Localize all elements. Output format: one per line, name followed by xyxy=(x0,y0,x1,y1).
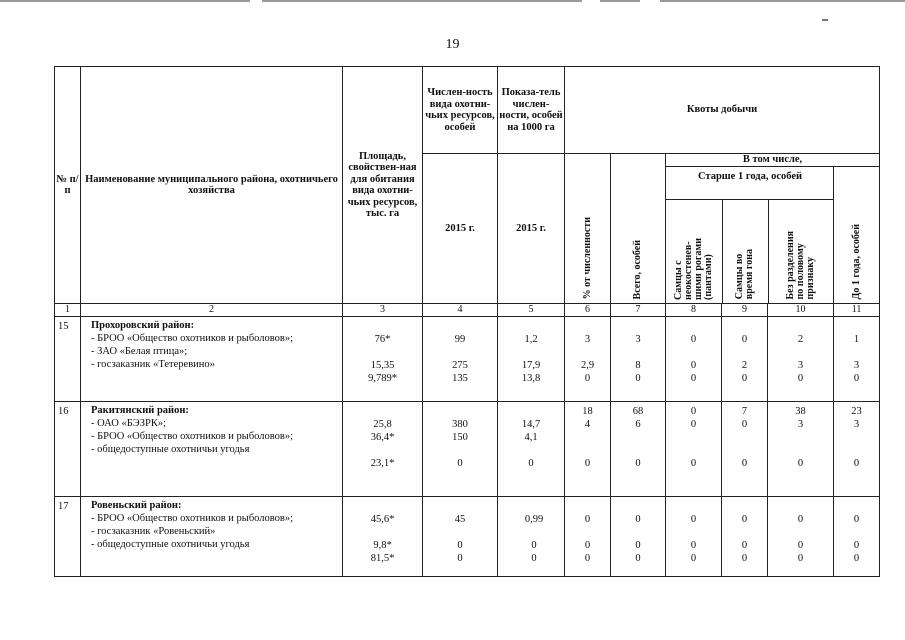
value-cell xyxy=(498,402,565,497)
scan-top-border xyxy=(0,0,905,3)
cell-value xyxy=(423,346,497,359)
cell-value: 0 xyxy=(635,373,641,384)
cell-value xyxy=(611,346,665,359)
value-cell xyxy=(768,402,834,497)
cell-value xyxy=(504,500,564,513)
value-cell xyxy=(423,497,498,577)
cell-value xyxy=(722,500,767,513)
cell-value xyxy=(768,346,833,359)
scan-mark xyxy=(822,19,828,21)
cell-value: 0 xyxy=(690,334,697,345)
row-number: 16 xyxy=(55,402,81,497)
district-cell xyxy=(81,317,343,402)
cell-value: 36,4* xyxy=(370,432,395,443)
value-cell xyxy=(565,317,611,402)
cell-value: 0 xyxy=(853,540,860,551)
value-cell xyxy=(722,402,768,497)
entity-name: - госзаказник «Тетеревино» xyxy=(91,359,215,370)
cell-value: 8 xyxy=(635,360,641,371)
column-number: 2 xyxy=(81,304,343,317)
cell-value xyxy=(498,346,564,359)
column-number: 4 xyxy=(423,304,498,317)
cell-value xyxy=(498,444,564,457)
cell-value xyxy=(423,405,497,418)
cell-value: 0 xyxy=(690,419,697,430)
cell-value xyxy=(611,444,665,457)
value-cell xyxy=(666,402,722,497)
value-cell xyxy=(565,402,611,497)
table-row xyxy=(55,402,880,497)
cell-value xyxy=(423,444,497,457)
value-cell xyxy=(722,317,768,402)
cell-value: 2 xyxy=(797,334,804,345)
value-cell xyxy=(768,497,834,577)
cell-value: 3 xyxy=(853,360,860,371)
cell-value xyxy=(498,320,564,333)
value-cell xyxy=(498,317,565,402)
table-row xyxy=(55,317,880,402)
value-cell xyxy=(834,402,880,497)
cell-value: 0 xyxy=(690,514,697,525)
cell-value: 0 xyxy=(584,540,591,551)
cell-value xyxy=(611,526,665,539)
cell-value xyxy=(834,500,879,513)
cell-value xyxy=(343,444,422,457)
cell-value: 3 xyxy=(797,419,804,430)
cell-value: 45,6* xyxy=(370,514,395,525)
header-name: Наименование муниципального района, охотничьего хозяйства xyxy=(81,67,343,304)
cell-value: 4,1 xyxy=(524,432,538,443)
cell-value: 99 xyxy=(454,334,466,345)
cell-value: 0 xyxy=(690,553,697,564)
district-name: Прохоровский район: xyxy=(91,320,195,331)
value-cell xyxy=(768,317,834,402)
cell-value: 38 xyxy=(795,406,806,417)
cell-value: 135 xyxy=(452,373,468,384)
cell-value: 0 xyxy=(797,540,804,551)
cell-value xyxy=(423,526,497,539)
row-number: 17 xyxy=(55,497,81,577)
header-percent: % от численности xyxy=(565,154,611,304)
cell-value xyxy=(834,526,879,539)
cell-value: 14,7 xyxy=(521,419,541,430)
cell-value: 0 xyxy=(531,553,537,564)
cell-value xyxy=(666,346,721,359)
value-cell xyxy=(834,497,880,577)
cell-value: 0 xyxy=(635,553,641,564)
cell-value: 1 xyxy=(853,334,860,345)
cell-value: 0 xyxy=(741,553,748,564)
cell-value xyxy=(834,444,879,457)
cell-value xyxy=(565,444,610,457)
header-total: Всего, особей xyxy=(611,154,666,304)
cell-value: 1,2 xyxy=(524,334,538,345)
entity-name: - ЗАО «Белая птица»; xyxy=(91,346,188,357)
district-name: Ровеньский район: xyxy=(91,500,182,511)
header-older: Старше 1 года, особей xyxy=(666,167,834,199)
cell-value xyxy=(423,320,497,333)
cell-value: 0 xyxy=(797,373,804,384)
cell-value xyxy=(423,500,497,513)
cell-value: 0 xyxy=(741,458,748,469)
cell-value: 3 xyxy=(635,334,641,345)
cell-value: 0 xyxy=(690,540,697,551)
cell-value: 2,9 xyxy=(580,360,595,371)
column-number: 3 xyxy=(343,304,423,317)
cell-value: 4 xyxy=(584,419,591,430)
cell-value: 0 xyxy=(584,458,591,469)
cell-value: 0 xyxy=(690,373,697,384)
column-number: 10 xyxy=(768,304,834,317)
cell-value: 0 xyxy=(584,514,591,525)
cell-value: 0 xyxy=(690,406,697,417)
district-cell xyxy=(81,402,343,497)
cell-value: 0 xyxy=(584,553,591,564)
header-quotas: Квоты добычи xyxy=(565,67,880,154)
cell-value: 9,789* xyxy=(368,373,397,384)
header-year-population: 2015 г. xyxy=(423,154,498,304)
cell-value xyxy=(722,431,767,444)
cell-value xyxy=(565,500,610,513)
cell-value: 0 xyxy=(741,514,748,525)
entity-name: - ОАО «БЭЗРК»; xyxy=(91,418,167,429)
cell-value xyxy=(768,444,833,457)
cell-value: 0 xyxy=(528,458,534,469)
entity-name: - БРОО «Общество охотников и рыболовов»; xyxy=(91,513,294,524)
cell-value: 0 xyxy=(690,360,697,371)
cell-value xyxy=(666,500,721,513)
column-number: 5 xyxy=(498,304,565,317)
value-cell xyxy=(611,402,666,497)
cell-value xyxy=(343,500,422,513)
cell-value: 23 xyxy=(851,406,862,417)
cell-value: 0 xyxy=(741,419,748,430)
column-number-row xyxy=(55,304,880,317)
cell-value: 0 xyxy=(853,553,860,564)
header-including: В том числе, xyxy=(666,154,880,167)
table-row xyxy=(55,497,880,577)
cell-value: 0 xyxy=(797,458,804,469)
cell-value xyxy=(768,526,833,539)
value-cell xyxy=(343,497,423,577)
cell-value: 0 xyxy=(741,540,748,551)
cell-value: 0 xyxy=(457,540,463,551)
header-np: № п/п xyxy=(55,67,81,304)
cell-value: 380 xyxy=(452,419,468,430)
value-cell xyxy=(343,402,423,497)
header-males-antlers: Самцы с неокостенев- шими рогами (пантами) xyxy=(666,199,722,303)
cell-value: 0 xyxy=(741,334,748,345)
entity-name: - общедоступные охотничьи угодья xyxy=(91,539,250,550)
cell-value xyxy=(768,500,833,513)
cell-value: 0 xyxy=(457,553,463,564)
cell-value: 13,8 xyxy=(521,373,541,384)
cell-value: 7 xyxy=(741,406,748,417)
column-number: 7 xyxy=(611,304,666,317)
cell-value: 275 xyxy=(452,360,468,371)
cell-value xyxy=(498,405,564,418)
cell-value: 23,1* xyxy=(370,458,395,469)
cell-value: 68 xyxy=(632,406,644,417)
cell-value: 0 xyxy=(457,458,463,469)
cell-value: 150 xyxy=(452,432,468,443)
cell-value xyxy=(768,431,833,444)
cell-value xyxy=(834,346,879,359)
header-males-rut: Самцы во время гона xyxy=(722,199,768,303)
cell-value xyxy=(722,320,767,333)
cell-value xyxy=(343,320,422,333)
header-area: Площадь, свойствен-ная для обитания вида охотни-чьих ресурсов, тыс. га xyxy=(343,67,423,304)
page-number: 19 xyxy=(445,37,460,52)
district-name: Ракитянский район: xyxy=(91,405,189,416)
cell-value xyxy=(565,320,610,333)
cell-value xyxy=(722,346,767,359)
entity-name: - госзаказник «Ровеньский» xyxy=(91,526,216,537)
cell-value xyxy=(611,500,665,513)
cell-value xyxy=(768,320,833,333)
value-cell xyxy=(722,497,768,577)
cell-value: 0 xyxy=(853,373,860,384)
entity-name: - БРОО «Общество охотников и рыболовов»; xyxy=(91,431,294,442)
cell-value: 0 xyxy=(797,514,804,525)
value-cell xyxy=(834,317,880,402)
value-cell xyxy=(666,497,722,577)
cell-value xyxy=(611,320,665,333)
cell-value: 45 xyxy=(454,514,466,525)
cell-value: 0 xyxy=(531,540,537,551)
value-cell xyxy=(498,497,565,577)
cell-value: 0 xyxy=(635,514,641,525)
cell-value: 9,8* xyxy=(373,540,392,551)
cell-value: 81,5* xyxy=(370,553,395,564)
entity-name: - общедоступные охотничьи угодья xyxy=(91,444,250,455)
column-number: 9 xyxy=(722,304,768,317)
cell-value: 0 xyxy=(797,553,804,564)
cell-value xyxy=(666,320,721,333)
cell-value: 15,35 xyxy=(370,360,395,371)
cell-value xyxy=(611,431,665,444)
column-number: 11 xyxy=(834,304,880,317)
value-cell xyxy=(423,317,498,402)
cell-value: 6 xyxy=(635,419,641,430)
cell-value xyxy=(666,444,721,457)
cell-value xyxy=(666,431,721,444)
cell-value xyxy=(834,431,879,444)
column-number: 1 xyxy=(55,304,81,317)
cell-value: 0,99 xyxy=(524,514,544,525)
cell-value xyxy=(565,431,610,444)
cell-value xyxy=(565,526,610,539)
cell-value xyxy=(722,526,767,539)
column-number: 8 xyxy=(666,304,722,317)
cell-value: 17,9 xyxy=(521,360,541,371)
cell-value xyxy=(565,346,610,359)
column-number: 6 xyxy=(565,304,611,317)
entity-name: - БРОО «Общество охотников и рыболовов»; xyxy=(91,333,294,344)
cell-value: 18 xyxy=(582,406,593,417)
cell-value xyxy=(504,526,564,539)
header-no-sex: Без разделения по половому признаку xyxy=(785,231,817,300)
cell-value xyxy=(343,405,422,418)
cell-value: 0 xyxy=(853,458,860,469)
cell-value xyxy=(722,444,767,457)
cell-value: 76* xyxy=(374,334,391,345)
cell-value: 3 xyxy=(584,334,591,345)
hunting-quota-table xyxy=(54,66,880,577)
header-year-density: 2015 г. xyxy=(498,154,565,304)
value-cell xyxy=(423,402,498,497)
cell-value: 0 xyxy=(635,458,641,469)
header-density: Показа-тель числен-ности, особей на 1000 га xyxy=(498,67,565,154)
header-under1: До 1 года, особей xyxy=(834,167,880,304)
cell-value: 2 xyxy=(741,360,748,371)
cell-value: 3 xyxy=(797,360,804,371)
cell-value: 0 xyxy=(741,373,748,384)
header-population: Числен-ность вида охотни-чьих ресурсов, особей xyxy=(423,67,498,154)
value-cell xyxy=(565,497,611,577)
cell-value xyxy=(343,346,422,359)
district-cell xyxy=(81,497,343,577)
cell-value: 3 xyxy=(853,419,860,430)
value-cell xyxy=(343,317,423,402)
cell-value: 0 xyxy=(853,514,860,525)
cell-value: 25,8 xyxy=(373,419,392,430)
cell-value: 0 xyxy=(690,458,697,469)
cell-value xyxy=(666,526,721,539)
cell-value: 0 xyxy=(635,540,641,551)
row-number: 15 xyxy=(55,317,81,402)
cell-value: 0 xyxy=(584,373,591,384)
value-cell xyxy=(666,317,722,402)
value-cell xyxy=(611,497,666,577)
cell-value xyxy=(834,320,879,333)
cell-value xyxy=(343,526,422,539)
header-older-group xyxy=(666,167,834,304)
value-cell xyxy=(611,317,666,402)
